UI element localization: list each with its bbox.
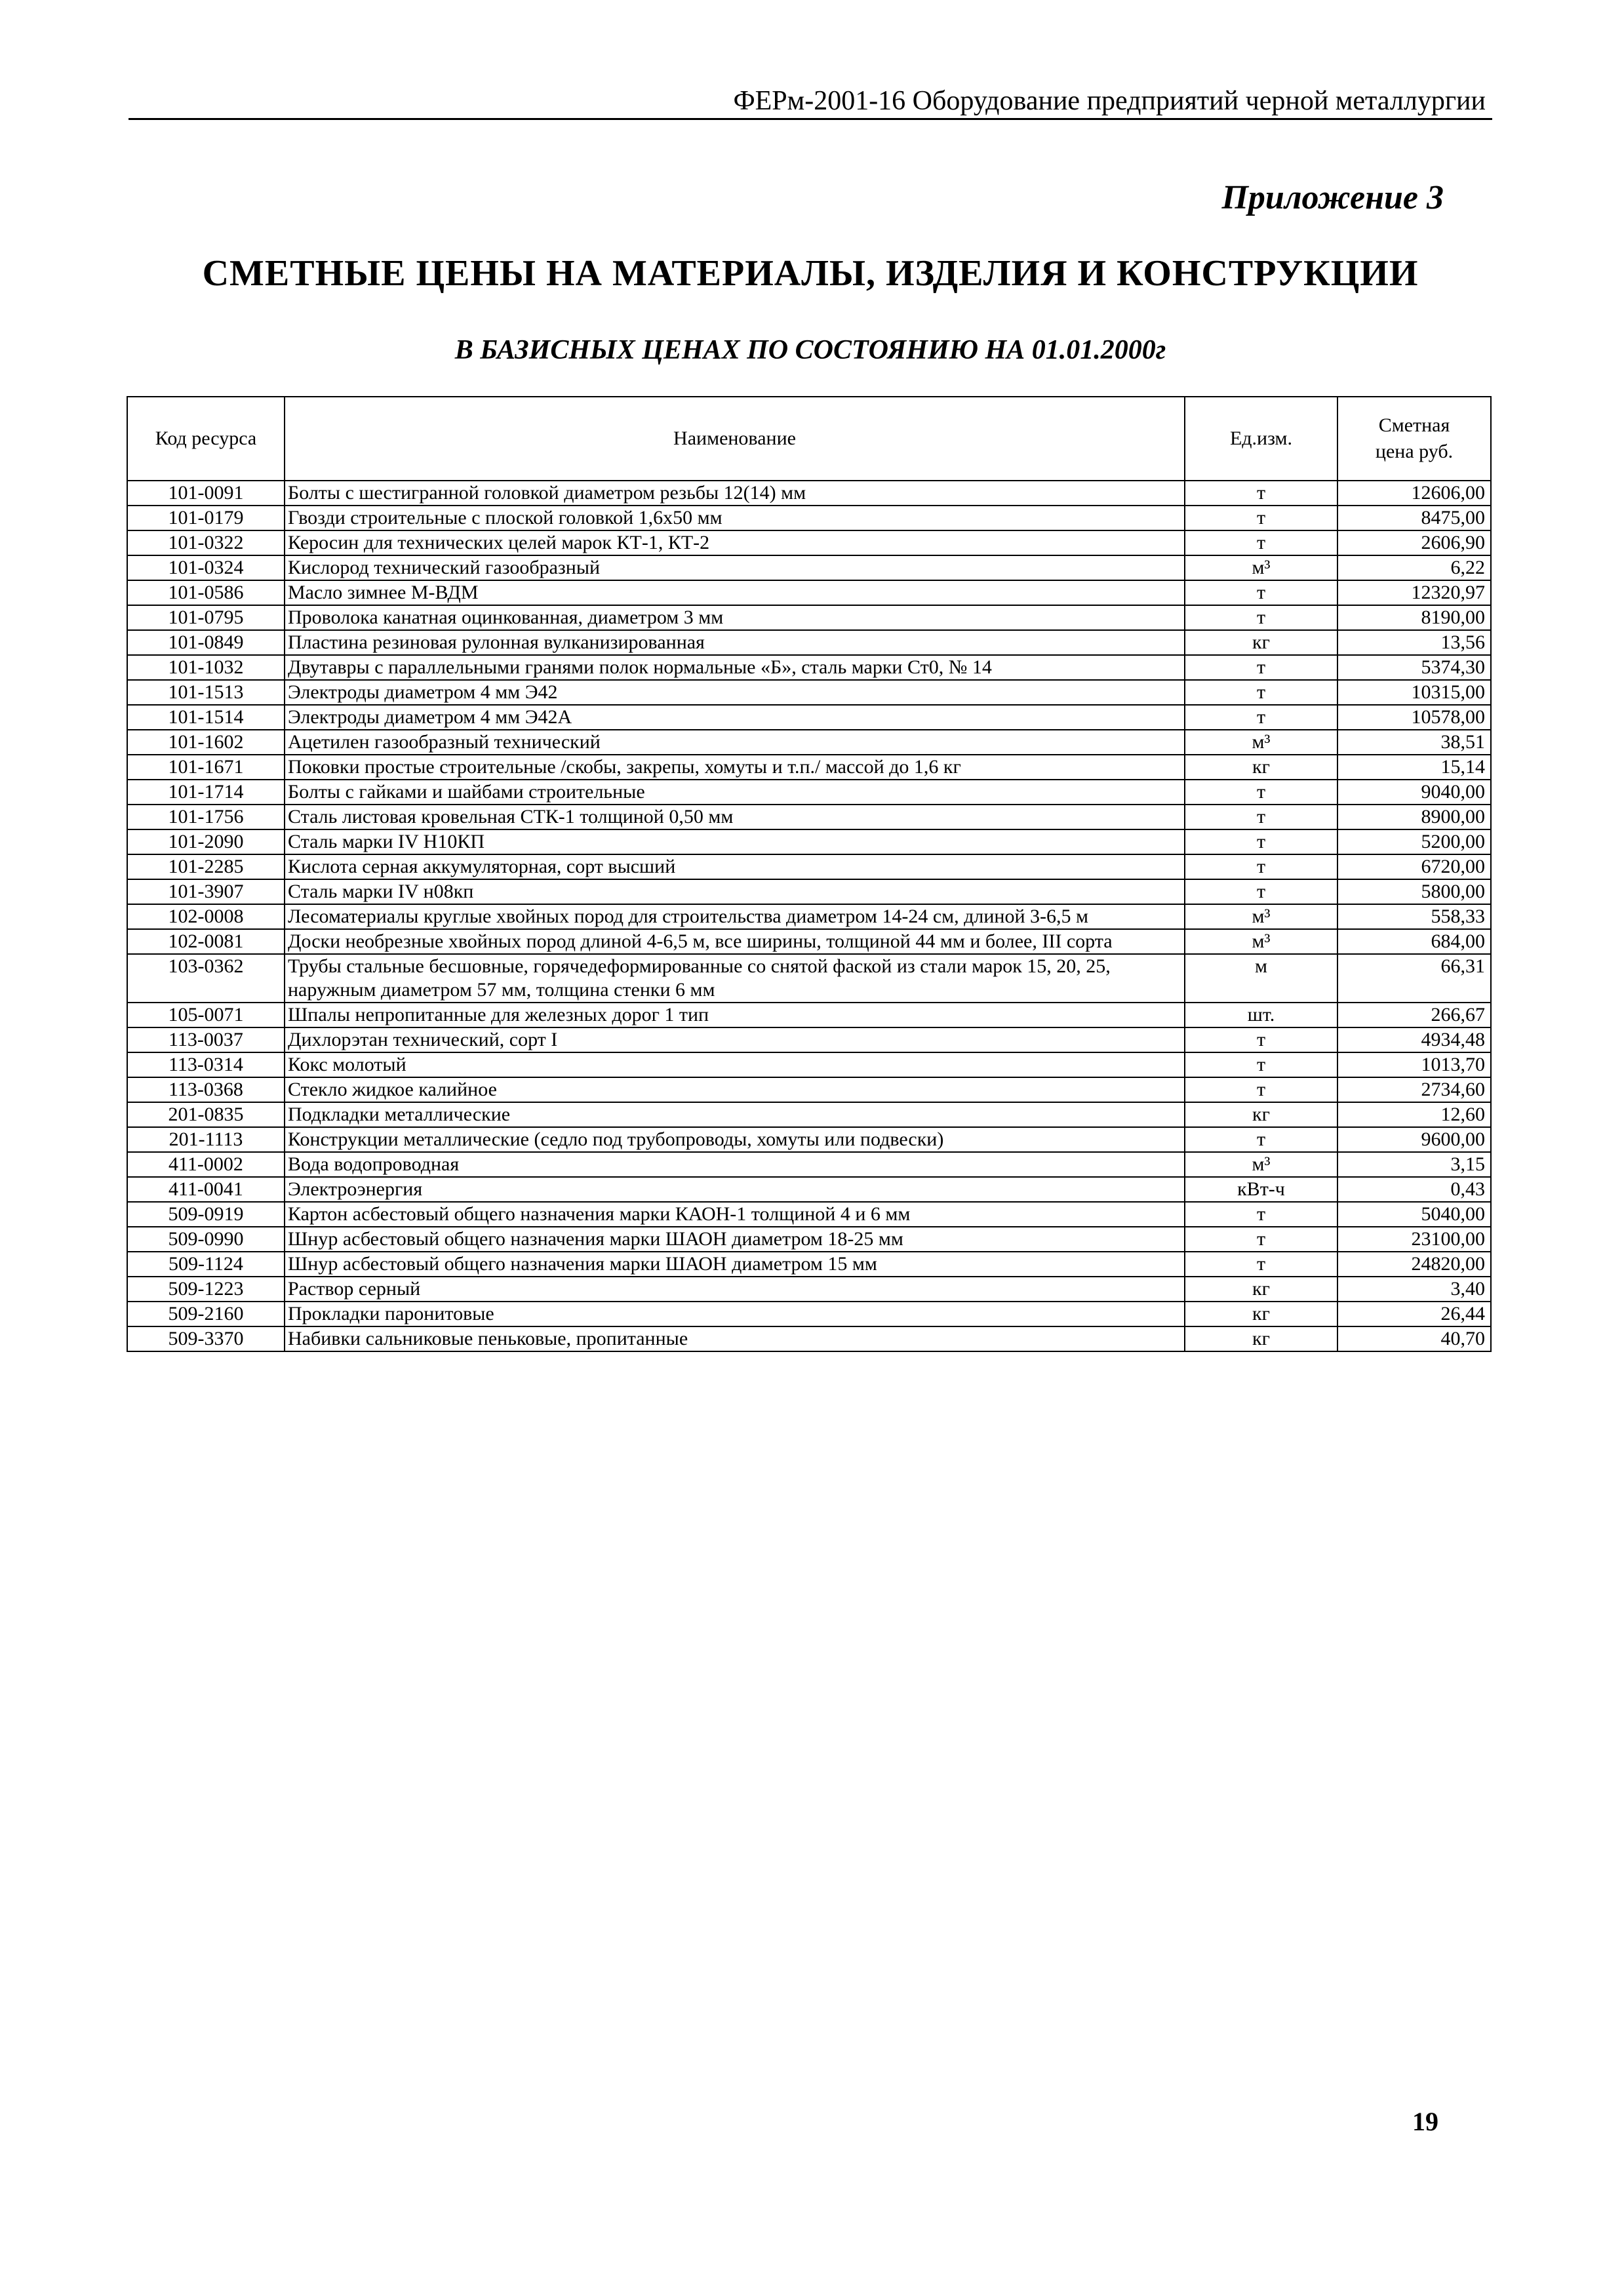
cell-code: 101-0091 (127, 481, 285, 506)
cell-price: 6,22 (1337, 555, 1491, 580)
cell-code: 509-1223 (127, 1277, 285, 1302)
cell-code: 509-1124 (127, 1252, 285, 1277)
table-row (127, 929, 1491, 954)
cell-code: 103-0362 (127, 954, 285, 1003)
cell-code: 101-0322 (127, 530, 285, 555)
table-row (127, 954, 1491, 1003)
cell-price: 6720,00 (1337, 854, 1491, 879)
cell-name: Сталь листовая кровельная СТК-1 толщиной 0,50 мм (285, 805, 1185, 829)
page-title: СМЕТНЫЕ ЦЕНЫ НА МАТЕРИАЛЫ, ИЗДЕЛИЯ И КОНСТРУКЦИИ (202, 253, 1419, 294)
cell-code: 101-0324 (127, 555, 285, 580)
column-header-price: Сметная цена руб. (1337, 397, 1491, 481)
cell-name: Проволока канатная оцинкованная, диаметром 3 мм (285, 605, 1185, 630)
cell-name: Двутавры с параллельными гранями полок нормальные «Б», сталь марки Ст0, № 14 (285, 655, 1185, 680)
cell-price: 24820,00 (1337, 1252, 1491, 1277)
cell-name: Керосин для технических целей марок КТ-1, КТ-2 (285, 530, 1185, 555)
cell-unit: т (1185, 530, 1337, 555)
cell-price: 40,70 (1337, 1326, 1491, 1351)
cell-name: Шпалы непропитанные для железных дорог 1 тип (285, 1003, 1185, 1027)
cell-unit: кг (1185, 1102, 1337, 1127)
table-row (127, 1202, 1491, 1227)
table-row (127, 481, 1491, 506)
table-row (127, 1003, 1491, 1027)
cell-price: 13,56 (1337, 630, 1491, 655)
table-row (127, 829, 1491, 854)
column-header-name: Наименование (285, 397, 1185, 481)
cell-price: 12320,97 (1337, 580, 1491, 605)
cell-code: 509-2160 (127, 1302, 285, 1326)
cell-code: 101-1671 (127, 755, 285, 780)
cell-unit: м³ (1185, 555, 1337, 580)
cell-price: 3,15 (1337, 1152, 1491, 1177)
cell-price: 10578,00 (1337, 705, 1491, 730)
cell-name: Гвозди строительные с плоской головкой 1,6х50 мм (285, 506, 1185, 530)
cell-price: 8190,00 (1337, 605, 1491, 630)
table-row (127, 755, 1491, 780)
cell-unit: т (1185, 605, 1337, 630)
cell-price: 26,44 (1337, 1302, 1491, 1326)
cell-code: 101-2090 (127, 829, 285, 854)
table-row (127, 1102, 1491, 1127)
cell-code: 101-1514 (127, 705, 285, 730)
table-row (127, 605, 1491, 630)
cell-unit: кг (1185, 1326, 1337, 1351)
table-row (127, 1027, 1491, 1052)
cell-price: 0,43 (1337, 1177, 1491, 1202)
table-row (127, 680, 1491, 705)
cell-code: 101-3907 (127, 879, 285, 904)
cell-price: 12606,00 (1337, 481, 1491, 506)
running-header (129, 84, 1492, 120)
cell-name: Сталь марки IV н08кп (285, 879, 1185, 904)
cell-code: 101-1513 (127, 680, 285, 705)
cell-name: Доски необрезные хвойных пород длиной 4-6,5 м, все ширины, толщиной 44 мм и более, III сорта (285, 929, 1185, 954)
cell-price: 2734,60 (1337, 1077, 1491, 1102)
cell-name: Болты с гайками и шайбами строительные (285, 780, 1185, 805)
cell-name: Электроэнергия (285, 1177, 1185, 1202)
cell-unit: м (1185, 954, 1337, 1003)
cell-unit: т (1185, 1252, 1337, 1277)
price-table (127, 396, 1492, 1352)
cell-name: Дихлорэтан технический, сорт I (285, 1027, 1185, 1052)
cell-name: Шнур асбестовый общего назначения марки ШАОН диаметром 18-25 мм (285, 1227, 1185, 1252)
cell-unit: кг (1185, 1302, 1337, 1326)
cell-name: Ацетилен газообразный технический (285, 730, 1185, 755)
cell-price: 684,00 (1337, 929, 1491, 954)
table-row (127, 506, 1491, 530)
column-header-code: Код ресурса (127, 397, 285, 481)
table-body (127, 481, 1491, 1351)
cell-code: 101-0179 (127, 506, 285, 530)
cell-code: 509-0990 (127, 1227, 285, 1252)
cell-unit: кВт-ч (1185, 1177, 1337, 1202)
cell-code: 411-0002 (127, 1152, 285, 1177)
cell-unit: т (1185, 580, 1337, 605)
table-header-row (127, 397, 1491, 481)
cell-code: 101-0795 (127, 605, 285, 630)
cell-price: 66,31 (1337, 954, 1491, 1003)
cell-name: Подкладки металлические (285, 1102, 1185, 1127)
cell-code: 102-0008 (127, 904, 285, 929)
table-row (127, 580, 1491, 605)
cell-unit: м³ (1185, 1152, 1337, 1177)
cell-name: Трубы стальные бесшовные, горячедеформированные со снятой фаской из стали марок 15, 20, 25, наружным диаметром 57 мм, толщина стенки 6 мм (285, 954, 1185, 1003)
cell-price: 5040,00 (1337, 1202, 1491, 1227)
cell-price: 38,51 (1337, 730, 1491, 755)
cell-unit: т (1185, 829, 1337, 854)
cell-name: Болты с шестигранной головкой диаметром резьбы 12(14) мм (285, 481, 1185, 506)
cell-name: Стекло жидкое калийное (285, 1077, 1185, 1102)
column-header-unit: Ед.изм. (1185, 397, 1337, 481)
cell-code: 102-0081 (127, 929, 285, 954)
cell-name: Раствор серный (285, 1277, 1185, 1302)
cell-price: 12,60 (1337, 1102, 1491, 1127)
table-row (127, 630, 1491, 655)
table-row (127, 555, 1491, 580)
cell-price: 23100,00 (1337, 1227, 1491, 1252)
cell-price: 10315,00 (1337, 680, 1491, 705)
cell-name: Кислота серная аккумуляторная, сорт высший (285, 854, 1185, 879)
table-row (127, 805, 1491, 829)
table-row (127, 1302, 1491, 1326)
cell-price: 5374,30 (1337, 655, 1491, 680)
cell-name: Электроды диаметром 4 мм Э42 (285, 680, 1185, 705)
cell-code: 105-0071 (127, 1003, 285, 1027)
cell-unit: кг (1185, 630, 1337, 655)
cell-unit: т (1185, 879, 1337, 904)
cell-code: 101-0849 (127, 630, 285, 655)
cell-name: Прокладки паронитовые (285, 1302, 1185, 1326)
table-row (127, 1152, 1491, 1177)
table-row (127, 879, 1491, 904)
table-row (127, 730, 1491, 755)
cell-unit: т (1185, 1127, 1337, 1152)
table-row (127, 1052, 1491, 1077)
cell-code: 101-0586 (127, 580, 285, 605)
cell-price: 2606,90 (1337, 530, 1491, 555)
cell-unit: т (1185, 805, 1337, 829)
cell-unit: т (1185, 506, 1337, 530)
appendix-label: Приложение 3 (1221, 179, 1444, 216)
cell-price: 8900,00 (1337, 805, 1491, 829)
cell-unit: т (1185, 1027, 1337, 1052)
cell-code: 113-0314 (127, 1052, 285, 1077)
cell-price: 5800,00 (1337, 879, 1491, 904)
cell-name: Вода водопроводная (285, 1152, 1185, 1177)
cell-price: 1013,70 (1337, 1052, 1491, 1077)
table-row (127, 655, 1491, 680)
cell-unit: т (1185, 655, 1337, 680)
cell-name: Поковки простые строительные /скобы, закрепы, хомуты и т.п./ массой до 1,6 кг (285, 755, 1185, 780)
cell-name: Кислород технический газообразный (285, 555, 1185, 580)
cell-code: 101-1602 (127, 730, 285, 755)
cell-name: Набивки сальниковые пеньковые, пропитанные (285, 1326, 1185, 1351)
cell-unit: шт. (1185, 1003, 1337, 1027)
page-number: 19 (1412, 2107, 1438, 2136)
cell-code: 101-2285 (127, 854, 285, 879)
table-row (127, 904, 1491, 929)
cell-name: Шнур асбестовый общего назначения марки ШАОН диаметром 15 мм (285, 1252, 1185, 1277)
cell-name: Кокс молотый (285, 1052, 1185, 1077)
cell-code: 113-0037 (127, 1027, 285, 1052)
cell-name: Конструкции металлические (седло под трубопроводы, хомуты или подвески) (285, 1127, 1185, 1152)
cell-code: 201-1113 (127, 1127, 285, 1152)
table-row (127, 1077, 1491, 1102)
cell-code: 509-3370 (127, 1326, 285, 1351)
table-row (127, 1326, 1491, 1351)
table-row (127, 1177, 1491, 1202)
cell-name: Пластина резиновая рулонная вулканизированная (285, 630, 1185, 655)
table-row (127, 1277, 1491, 1302)
table-row (127, 780, 1491, 805)
cell-unit: т (1185, 705, 1337, 730)
page-subtitle: В БАЗИСНЫХ ЦЕНАХ ПО СОСТОЯНИЮ НА 01.01.2000г (454, 335, 1166, 365)
cell-name: Сталь марки IV Н10КП (285, 829, 1185, 854)
cell-price: 9040,00 (1337, 780, 1491, 805)
cell-unit: кг (1185, 1277, 1337, 1302)
cell-price: 8475,00 (1337, 506, 1491, 530)
cell-code: 101-1032 (127, 655, 285, 680)
cell-price: 266,67 (1337, 1003, 1491, 1027)
cell-unit: т (1185, 854, 1337, 879)
cell-code: 201-0835 (127, 1102, 285, 1127)
cell-unit: т (1185, 1202, 1337, 1227)
cell-price: 3,40 (1337, 1277, 1491, 1302)
cell-name: Масло зимнее М-ВДМ (285, 580, 1185, 605)
cell-unit: м³ (1185, 929, 1337, 954)
table-row (127, 1252, 1491, 1277)
cell-price: 15,14 (1337, 755, 1491, 780)
cell-unit: кг (1185, 755, 1337, 780)
cell-price: 9600,00 (1337, 1127, 1491, 1152)
cell-code: 101-1756 (127, 805, 285, 829)
cell-name: Картон асбестовый общего назначения марки КАОН-1 толщиной 4 и 6 мм (285, 1202, 1185, 1227)
cell-code: 411-0041 (127, 1177, 285, 1202)
cell-unit: м³ (1185, 904, 1337, 929)
cell-unit: т (1185, 1077, 1337, 1102)
cell-unit: т (1185, 780, 1337, 805)
cell-name: Лесоматериалы круглые хвойных пород для строительства диаметром 14-24 см, длиной 3-6,5 м (285, 904, 1185, 929)
cell-code: 509-0919 (127, 1202, 285, 1227)
table-row (127, 705, 1491, 730)
running-title: ФЕРм-2001-16 Оборудование предприятий черной металлургии (733, 86, 1486, 116)
cell-unit: м³ (1185, 730, 1337, 755)
cell-price: 4934,48 (1337, 1027, 1491, 1052)
cell-code: 101-1714 (127, 780, 285, 805)
cell-unit: т (1185, 481, 1337, 506)
cell-code: 113-0368 (127, 1077, 285, 1102)
cell-name: Электроды диаметром 4 мм Э42А (285, 705, 1185, 730)
cell-unit: т (1185, 1052, 1337, 1077)
table-row (127, 854, 1491, 879)
table-row (127, 1127, 1491, 1152)
table-row (127, 530, 1491, 555)
table-row (127, 1227, 1491, 1252)
cell-unit: т (1185, 680, 1337, 705)
cell-price: 558,33 (1337, 904, 1491, 929)
cell-price: 5200,00 (1337, 829, 1491, 854)
cell-unit: т (1185, 1227, 1337, 1252)
